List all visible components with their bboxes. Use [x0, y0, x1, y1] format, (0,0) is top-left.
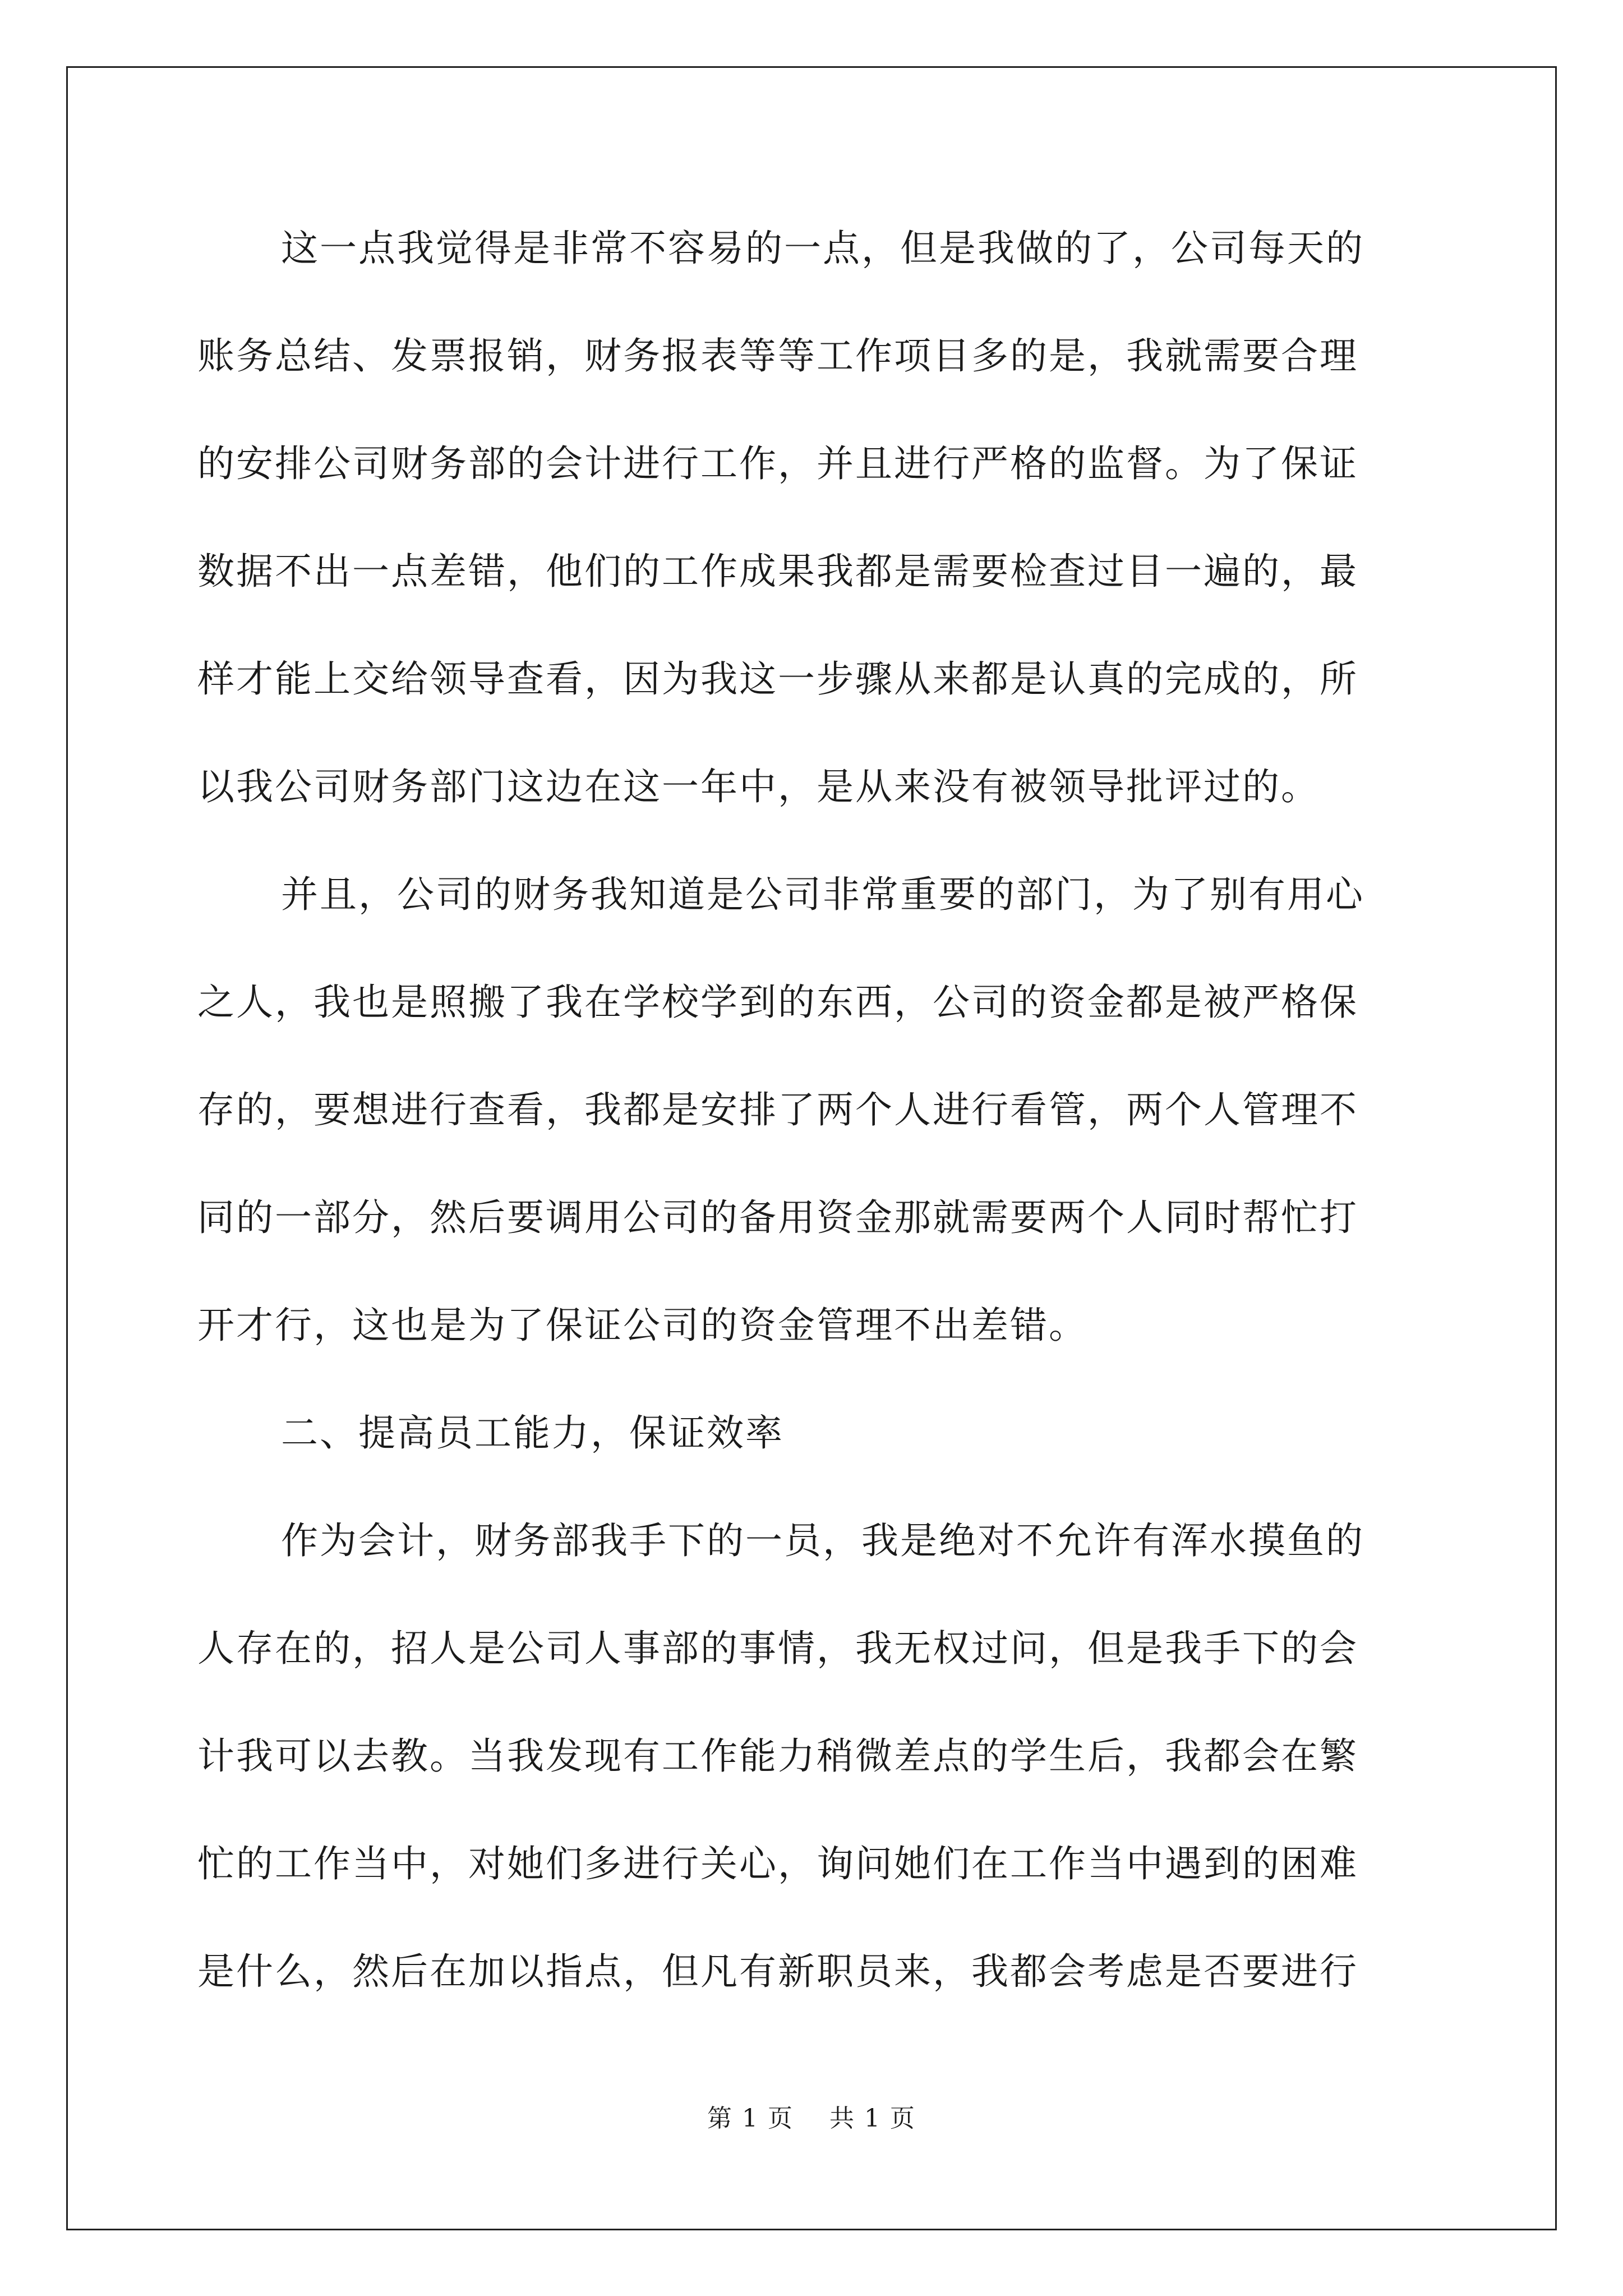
text-line: 以我公司财务部门这边在这一年中，是从来没有被领导批评过的。	[197, 765, 1320, 808]
section-heading: 二、提高员工能力，保证效率	[281, 1411, 784, 1455]
text-line: 这一点我觉得是非常不容易的一点，但是我做的了，公司每天的	[281, 227, 1364, 270]
text-line: 计我可以去教。当我发现有工作能力稍微差点的学生后，我都会在繁	[197, 1734, 1358, 1778]
text-line: 的安排公司财务部的会计进行工作，并且进行严格的监督。为了保证	[197, 442, 1358, 485]
text-line: 样才能上交给领导查看，因为我这一步骤从来都是认真的完成的，所	[197, 657, 1358, 701]
text-line: 忙的工作当中，对她们多进行关心，询问她们在工作当中遇到的困难	[197, 1842, 1358, 1885]
document-body	[197, 206, 1426, 2037]
text-line: 之人，我也是照搬了我在学校学到的东西，公司的资金都是被严格保	[197, 981, 1358, 1024]
text-line: 存的，要想进行查看，我都是安排了两个人进行看管，两个人管理不	[197, 1088, 1358, 1131]
page-number-footer: 第 1 页 共 1 页	[707, 2104, 916, 2133]
text-line: 并且，公司的财务我知道是公司非常重要的部门，为了别有用心	[281, 873, 1364, 916]
text-line: 是什么，然后在加以指点，但凡有新职员来，我都会考虑是否要进行	[197, 1950, 1358, 1993]
text-line: 作为会计，财务部我手下的一员，我是绝对不允许有浑水摸鱼的	[281, 1519, 1364, 1562]
text-line: 同的一部分，然后要调用公司的备用资金那就需要两个人同时帮忙打	[197, 1196, 1358, 1239]
text-line: 开才行，这也是为了保证公司的资金管理不出差错。	[197, 1304, 1087, 1347]
text-line: 数据不出一点差错，他们的工作成果我都是需要检查过目一遍的，最	[197, 550, 1358, 593]
text-line: 账务总结、发票报销，财务报表等等工作项目多的是，我就需要合理	[197, 334, 1358, 378]
text-line: 人存在的，招人是公司人事部的事情，我无权过问，但是我手下的会	[197, 1627, 1358, 1670]
